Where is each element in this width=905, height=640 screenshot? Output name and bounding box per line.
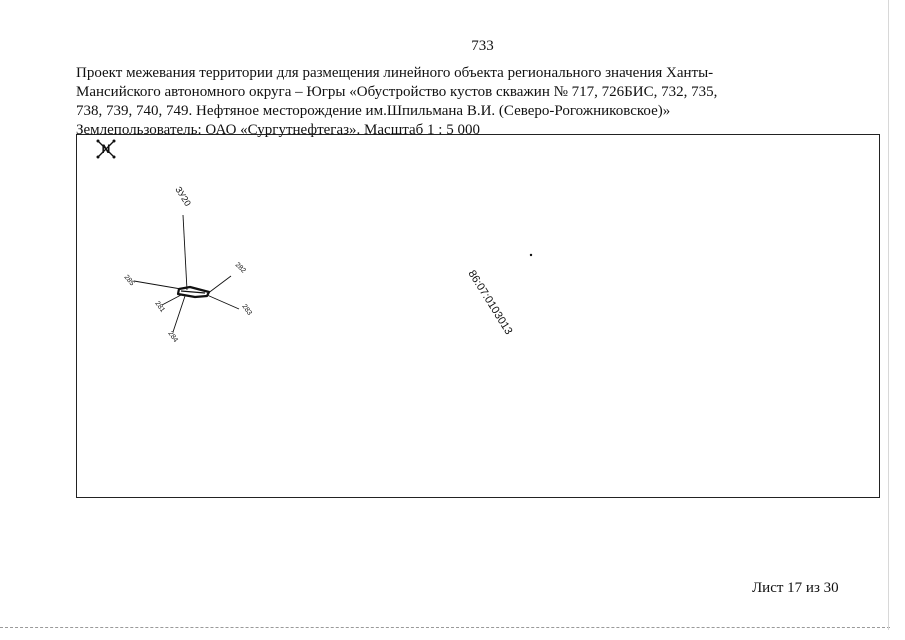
map-drawing xyxy=(77,135,879,497)
header-line: 738, 739, 740, 749. Нефтяное месторождение им.Шпильмана В.И. (Северо-Рогожниковское)» xyxy=(76,103,671,119)
point-label: 281 xyxy=(153,300,166,314)
north-arrow-icon xyxy=(97,140,116,159)
bottom-rule xyxy=(0,627,890,628)
cadastral-number: 86:07:0103013 xyxy=(465,268,515,337)
header-line: Землепользователь: ОАО «Сургутнефтегаз». Масштаб 1 : 5 000 xyxy=(76,122,480,138)
north-letter: N xyxy=(101,142,111,156)
page-number: 733 xyxy=(471,38,494,54)
sheet-label: Лист 17 из 30 xyxy=(752,580,839,596)
parcel-label: ЗУ20 xyxy=(173,184,193,208)
point-label: 282 xyxy=(233,261,247,275)
side-rule xyxy=(888,0,889,630)
map-frame xyxy=(76,134,880,498)
header-line: Мансийского автономного округа – Югры «Обустройство кустов скважин № 717, 726БИС, 732, 735, xyxy=(76,84,718,100)
document-header xyxy=(76,64,776,140)
header-line: Проект межевания территории для размещения линейного объекта регионального значения Ханты- xyxy=(76,65,714,81)
point-label: 285 xyxy=(122,273,136,288)
leader-lines xyxy=(134,215,239,332)
point-label: 284 xyxy=(166,330,179,344)
point-label: 283 xyxy=(240,303,253,317)
map-point xyxy=(530,254,532,256)
